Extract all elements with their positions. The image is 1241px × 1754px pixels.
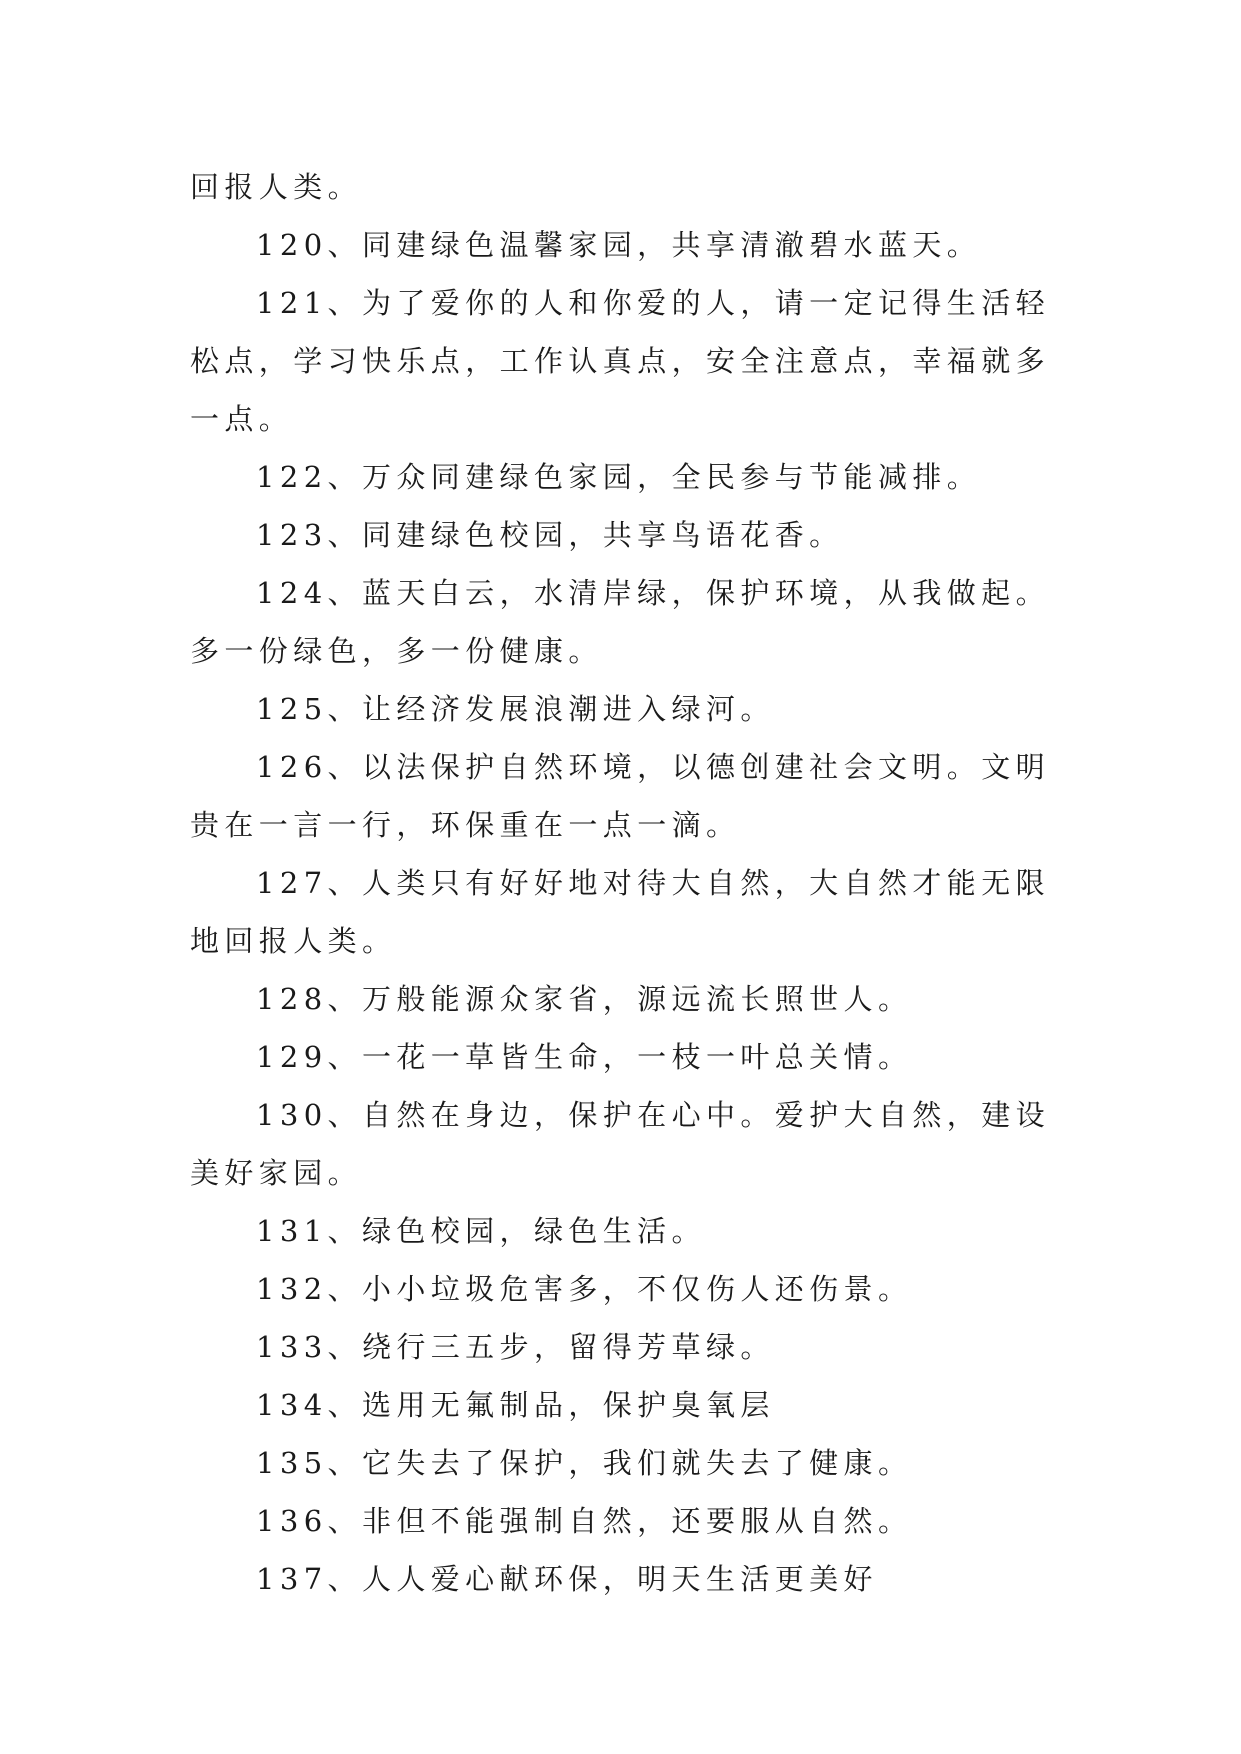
paragraph-slogan-128: 128、万般能源众家省，源远流长照世人。 bbox=[256, 982, 913, 1016]
paragraph-slogan-125: 125、让经济发展浪潮进入绿河。 bbox=[256, 692, 775, 726]
paragraph-slogan-132: 132、小小垃圾危害多，不仅伤人还伤景。 bbox=[256, 1272, 913, 1306]
paragraph-slogan-126: 126、以法保护自然环境，以德创建社会文明。文明贵在一言一行，环保重在一点一滴。 bbox=[190, 750, 1050, 842]
document-body bbox=[190, 158, 1050, 1608]
paragraph-slogan-127: 127、人类只有好好地对待大自然，大自然才能无限地回报人类。 bbox=[190, 866, 1050, 958]
paragraph-slogan-122: 122、万众同建绿色家园，全民参与节能减排。 bbox=[256, 460, 982, 494]
paragraph-slogan-123: 123、同建绿色校园，共享鸟语花香。 bbox=[256, 518, 844, 552]
paragraph-slogan-120: 120、同建绿色温馨家园，共享清澈碧水蓝天。 bbox=[256, 228, 982, 262]
paragraph-slogan-131: 131、绿色校园，绿色生活。 bbox=[256, 1214, 706, 1248]
paragraph-slogan-135: 135、它失去了保护，我们就失去了健康。 bbox=[256, 1446, 913, 1480]
paragraph-slogan-130: 130、自然在身边，保护在心中。爱护大自然，建设美好家园。 bbox=[190, 1098, 1050, 1190]
paragraph-slogan-129: 129、一花一草皆生命，一枝一叶总关情。 bbox=[256, 1040, 913, 1074]
paragraph-slogan-133: 133、绕行三五步，留得芳草绿。 bbox=[256, 1330, 775, 1364]
paragraph-slogan-136: 136、非但不能强制自然，还要服从自然。 bbox=[256, 1504, 913, 1538]
paragraph-slogan-121: 121、为了爱你的人和你爱的人，请一定记得生活轻松点，学习快乐点，工作认真点，安全注意点，幸福就多一点。 bbox=[190, 286, 1051, 436]
paragraph-continuation: 回报人类。 bbox=[190, 170, 363, 204]
paragraph-slogan-124: 124、蓝天白云，水清岸绿，保护环境，从我做起。多一份绿色，多一份健康。 bbox=[190, 576, 1050, 668]
paragraph-slogan-137: 137、人人爱心献环保，明天生活更美好 bbox=[256, 1562, 878, 1596]
paragraph-slogan-134: 134、选用无氟制品，保护臭氧层 bbox=[256, 1388, 775, 1422]
